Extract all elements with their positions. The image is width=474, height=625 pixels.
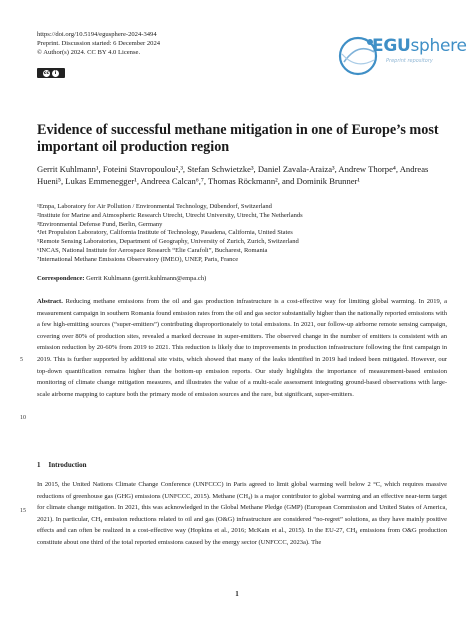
affiliations	[37, 203, 447, 265]
line-number: 5	[20, 357, 23, 363]
affiliation-6: ⁶INCAS, National Institute for Aerospace Research “Elie Carafoli”, Bucharest, Romania	[37, 246, 268, 254]
cc-icon: cc	[43, 70, 50, 76]
attribution-icon: i	[52, 70, 59, 77]
correspondence	[37, 275, 206, 282]
line-number: 10	[20, 415, 26, 421]
correspondence-email[interactable]: Gerrit Kuhlmann (gerrit.kuhlmann@empa.ch)	[86, 275, 207, 282]
preprint-date: Preprint. Discussion started: 6 December 2024	[37, 40, 161, 47]
abstract	[37, 296, 447, 400]
page-number: 1	[235, 590, 239, 598]
affiliation-3: ³Environmental Defense Fund, Berlin, Germany	[37, 220, 163, 228]
line-number: 15	[20, 508, 26, 514]
paper-title: Evidence of successful methane mitigation in one of Europe’s most important oil production region	[37, 122, 439, 155]
affiliation-1: ¹Empa, Laboratory for Air Pollution / Environmental Technology, Dübendorf, Switzerland	[37, 203, 272, 210]
affiliation-7: ⁷International Methane Emissions Observatory (IMEO), UNEP, Paris, France	[37, 255, 239, 263]
introduction-text: In 2015, the United Nations Climate Change Conference (UNFCCC) in Paris agreed to limit global warming well below 2 °C, which requires massive reductions of greenhouse gas (GHG) emissions (UNFCCC, 2015). Methane (CH₄) is a major contributor to global warming and an effective near-term target for climate change mitigation. In 2021, this was acknowledged in the Global Methane Pledge (GMP) (European Commission and United States of America, 2021). In particular, CH₄ emission reductions related to oil and gas (O&G) infrastructure are considered “no-regret” solutions, as they have mainly positive effects and can often be realized in a cost-effective way (Hopkins et al., 2016; McKain et al., 2015). In the EU-27, CH₄ emissions from O&G production constitute about one third of the total reported emissions caused by the energy sector (UNFCCC, 2023a). The	[37, 481, 447, 546]
abstract-text: Reducing methane emissions from the oil and gas production infrastructure is a cost-effective way for limiting global warming. In 2019, a measurement campaign in southern Romania found emission rates from the oil and gas sector substantially higher than the nationally reported emissions with a few high-emitting sources (“super-emitters”) contributing disproportionately to total emissions. In 2021, our follow-up airborne remote sensing campaign, covering over 80% of production sites, revealed a marked decrease in super-emitters. The observed change in the number of emitters is consistent with an emission reduction by 20-60% from 2019 to 2021. This reduction is likely due to improvements in production infrastructure following the first campaign in 2019. This is further supported by additional site visits, which showed that many of the leaks identified in 2019 had indeed been mitigated. However, our top-down quantification remains higher than the bottom-up emission reports. Our study highlights the importance of measurement-based emission monitoring of climate change mitigation measures, and illustrates the value of a multi-scale assessment integrating ground-based observations with large-scale airborne mapping to capture both the primary mode of emission sources and the rare, but significant, super-emitters.	[37, 298, 448, 398]
abstract-label: Abstract.	[37, 298, 63, 305]
correspondence-label: Correspondence:	[37, 275, 85, 282]
logo-tagline: Preprint repository	[386, 58, 433, 64]
doi-link[interactable]: https://doi.org/10.5194/egusphere-2024-3494	[37, 31, 157, 38]
section-number: 1	[37, 461, 41, 469]
preprint-metadata	[37, 30, 160, 57]
author-list: Gerrit Kuhlmann¹, Foteini Stavropoulou²,³, Stefan Schwietzke³, Daniel Zavala-Araiza³, Andrew Thorpe⁴, Andreas Hueni⁵, Lukas Emmenegger¹, Andreea Calcan⁶,⁷, Thomas Röckmann², and Dominik Brunner¹	[37, 164, 429, 186]
affiliation-2: ²Institute for Marine and Atmospheric Research Utrecht, Utrecht University, Utrecht, The Netherlands	[37, 211, 303, 219]
section-heading	[37, 461, 87, 469]
affiliation-4: ⁴Jet Propulsion Laboratory, California Institute of Technology, Pasadena, California, United States	[37, 229, 293, 237]
section-title: Introduction	[48, 461, 87, 469]
logo-wordmark: EGUsphere	[372, 36, 467, 56]
affiliation-5: ⁵Remote Sensing Laboratories, Department of Geography, University of Zurich, Zurich, Switzerland	[37, 238, 299, 246]
cc-license-badge[interactable]	[37, 68, 65, 78]
copyright-line: © Author(s) 2024. CC BY 4.0 License.	[37, 49, 141, 56]
